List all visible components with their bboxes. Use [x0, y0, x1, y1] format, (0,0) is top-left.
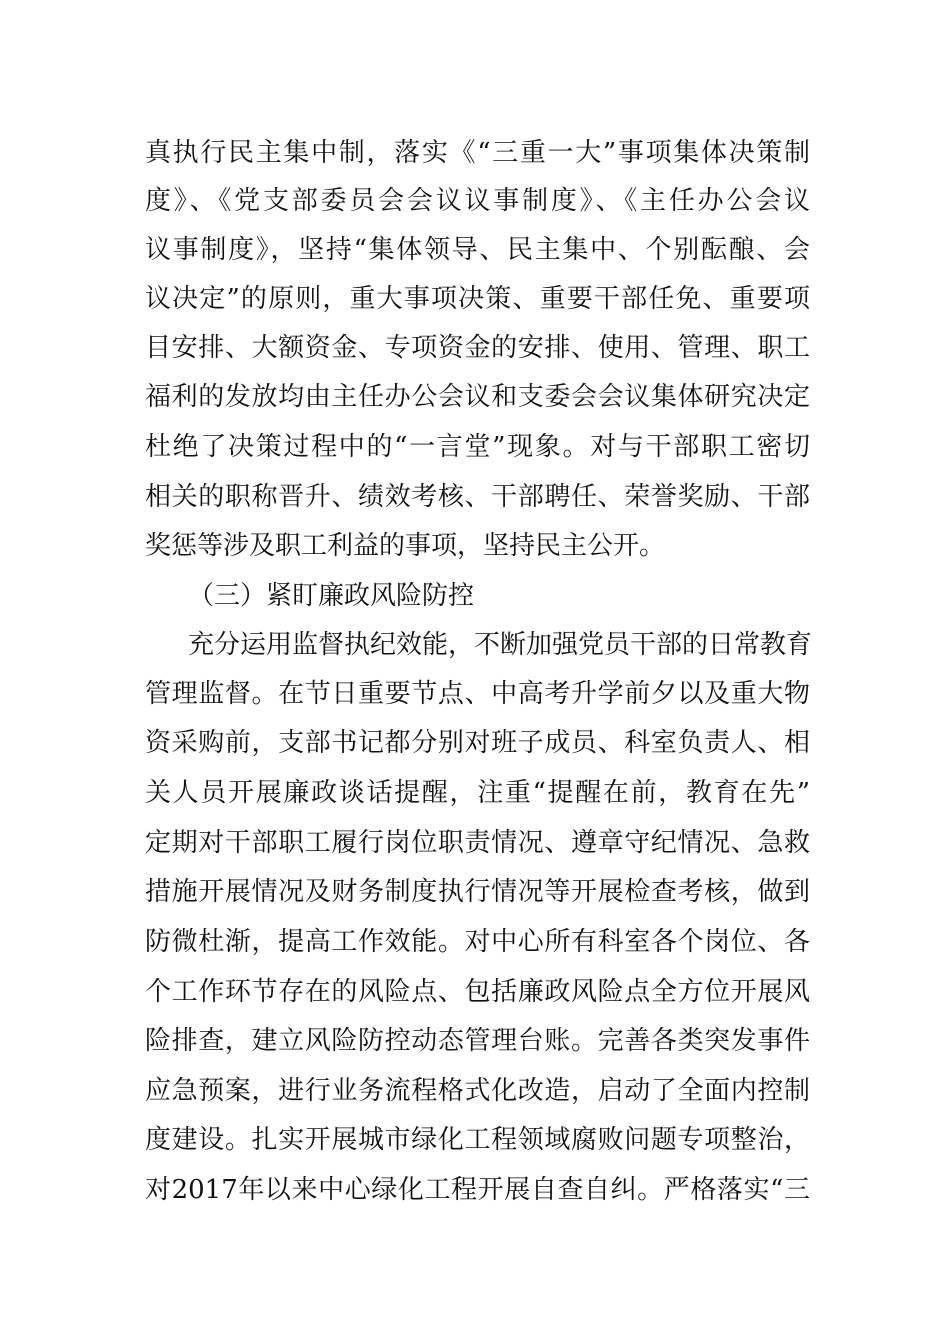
- body-text-line: 度》、《党支部委员会会议议事制度》、《主任办公会议: [145, 186, 810, 216]
- body-text-line: 目安排、大额资金、专项资金的安排、使用、管理、职工: [145, 333, 810, 363]
- body-text-line: 议事制度》，坚持“集体领导、民主集中、个别酝酿、会: [145, 235, 810, 265]
- paragraph-first-line: 充分运用监督执纪效能，不断加强党员干部的日常教育: [188, 630, 813, 660]
- body-text-line: 个工作环节存在的风险点、包括廉政风险点全方位开展风: [145, 977, 810, 1007]
- body-text-line: 应急预案，进行业务流程格式化改造，启动了全面内控制: [145, 1076, 810, 1106]
- body-text-line: 度建设。扎实开展城市绿化工程领域腐败问题专项整治，: [145, 1125, 810, 1155]
- body-text-line: 定期对干部职工履行岗位职责情况、遵章守纪情况、急救: [145, 828, 810, 858]
- body-text-line: 奖惩等涉及职工利益的事项，坚持民主公开。: [145, 531, 666, 561]
- body-text-line: 措施开展情况及财务制度执行情况等开展检查考核，做到: [145, 877, 810, 907]
- body-text-line: 杜绝了决策过程中的“一言堂”现象。对与干部职工密切: [145, 432, 810, 462]
- body-text-line: 对2017年以来中心绿化工程开展自查自纠。严格落实“三: [145, 1175, 810, 1205]
- body-text-line: 福利的发放均由主任办公会议和支委会会议集体研究决定: [145, 382, 810, 412]
- section-heading: （三）紧盯廉政风险防控: [188, 581, 475, 611]
- body-text-line: 资采购前，支部书记都分别对班子成员、科室负责人、相: [145, 728, 810, 758]
- body-text-line: 相关的职称晋升、绩效考核、干部聘任、荣誉奖励、干部: [145, 482, 810, 512]
- body-text-line: 关人员开展廉政谈话提醒，注重“提醒在前，教育在先”: [145, 778, 810, 808]
- body-text-line: 险排查，建立风险防控动态管理台账。完善各类突发事件: [145, 1026, 810, 1056]
- body-text-line: 真执行民主集中制，落实《“三重一大”事项集体决策制: [145, 138, 810, 168]
- body-text-line: 防微杜渐，提高工作效能。对中心所有科室各个岗位、各: [145, 927, 810, 957]
- body-text-line: 议决定”的原则，重大事项决策、重要干部任免、重要项: [145, 284, 810, 314]
- body-text-line: 管理监督。在节日重要节点、中高考升学前夕以及重大物: [145, 679, 810, 709]
